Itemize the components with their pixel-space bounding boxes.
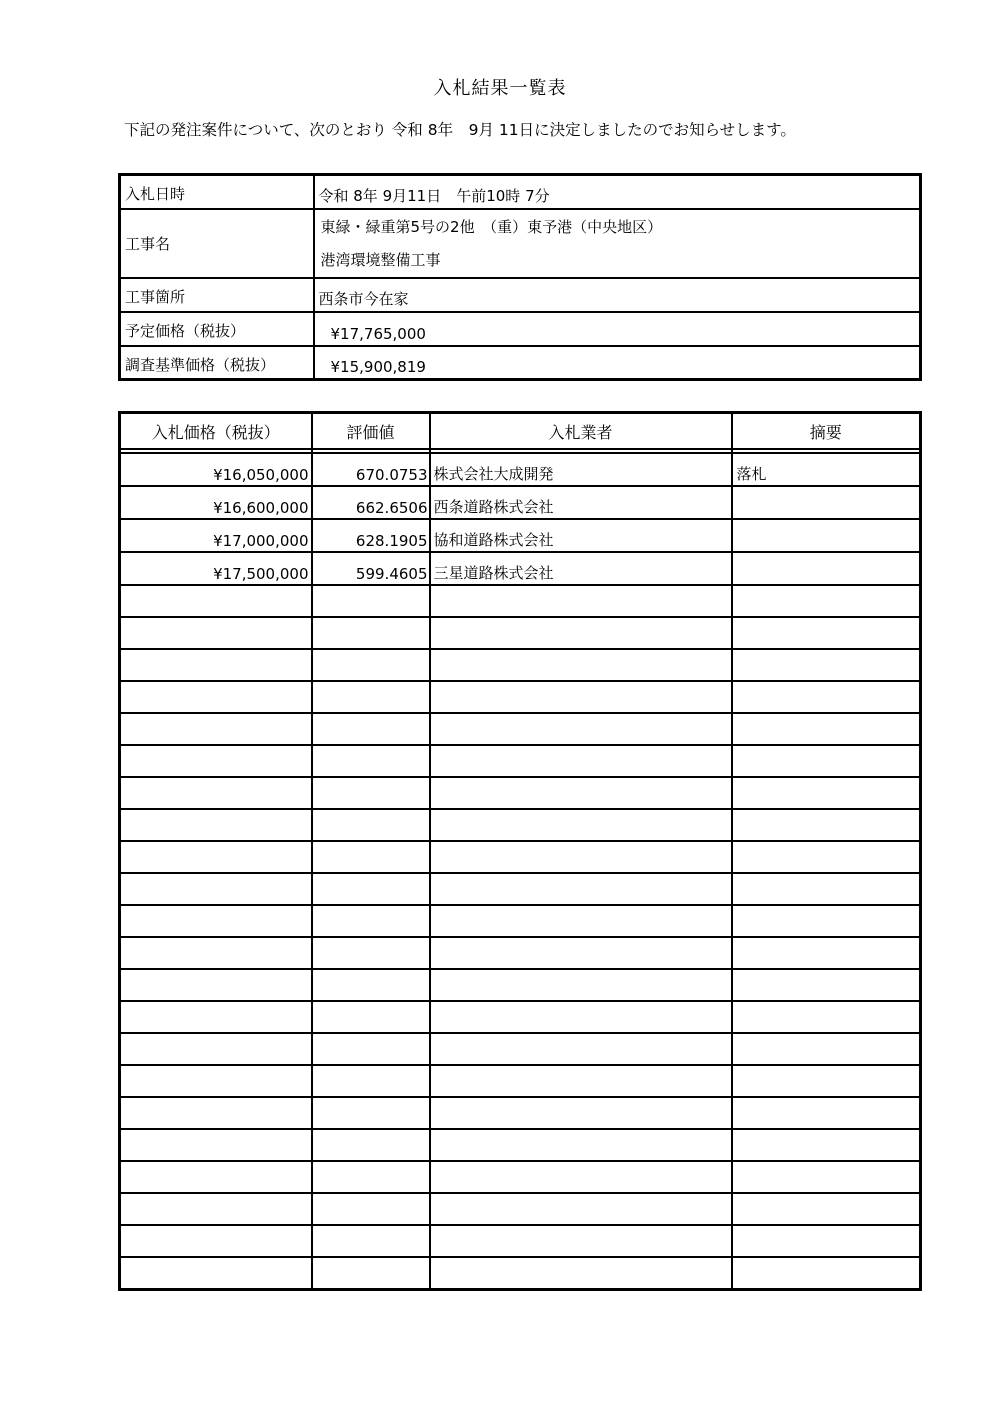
empty-table-row (120, 1193, 921, 1225)
empty-cell (430, 937, 732, 969)
empty-cell (732, 1001, 921, 1033)
empty-cell (430, 1033, 732, 1065)
project-name-value (314, 209, 921, 278)
table-row (120, 453, 921, 486)
empty-cell (732, 649, 921, 681)
empty-table-row (120, 649, 921, 681)
empty-table-row (120, 713, 921, 745)
empty-table-row (120, 681, 921, 713)
empty-cell (732, 777, 921, 809)
empty-cell (732, 681, 921, 713)
bid-price-cell: ¥16,050,000 (120, 453, 312, 486)
empty-cell (732, 809, 921, 841)
info-row-project-name (120, 209, 921, 278)
empty-cell (312, 873, 430, 905)
empty-cell (732, 1033, 921, 1065)
empty-cell (120, 1001, 312, 1033)
project-name-line2: 港湾環境整備工事 (320, 250, 441, 269)
empty-cell (430, 1257, 732, 1290)
location-value: 西条市今在家 (314, 278, 921, 312)
empty-cell (732, 1129, 921, 1161)
planned-price-value: ¥17,765,000 (314, 312, 921, 346)
empty-cell (120, 617, 312, 649)
empty-cell (120, 1225, 312, 1257)
bid-info-table (118, 173, 922, 381)
empty-cell (732, 1225, 921, 1257)
empty-table-row (120, 1001, 921, 1033)
empty-cell (312, 937, 430, 969)
empty-table-row (120, 1161, 921, 1193)
empty-cell (312, 1161, 430, 1193)
empty-table-row (120, 1225, 921, 1257)
empty-cell (120, 745, 312, 777)
empty-cell (312, 1033, 430, 1065)
header-bid-price: 入札価格（税抜） (120, 413, 312, 450)
empty-cell (120, 809, 312, 841)
empty-cell (312, 1225, 430, 1257)
empty-cell (120, 585, 312, 617)
empty-cell (312, 1001, 430, 1033)
empty-cell (732, 1065, 921, 1097)
table-row (120, 486, 921, 519)
empty-cell (312, 1097, 430, 1129)
bid-price-cell: ¥16,600,000 (120, 486, 312, 519)
bid-price-cell: ¥17,500,000 (120, 552, 312, 585)
empty-cell (430, 777, 732, 809)
header-score: 評価値 (312, 413, 430, 450)
empty-cell (312, 1065, 430, 1097)
score-cell: 670.0753 (312, 453, 430, 486)
empty-cell (120, 777, 312, 809)
location-label: 工事箇所 (120, 278, 314, 312)
remark-cell (732, 486, 921, 519)
empty-cell (430, 1161, 732, 1193)
empty-table-row (120, 809, 921, 841)
planned-price-label: 予定価格（税抜） (120, 312, 314, 346)
empty-cell (312, 905, 430, 937)
bid-results-table (118, 411, 922, 1291)
info-row-bid-datetime (120, 175, 921, 209)
score-cell: 628.1905 (312, 519, 430, 552)
empty-cell (312, 745, 430, 777)
empty-cell (732, 1257, 921, 1290)
empty-table-row (120, 745, 921, 777)
empty-table-row (120, 905, 921, 937)
empty-cell (732, 617, 921, 649)
empty-cell (312, 809, 430, 841)
empty-cell (430, 809, 732, 841)
empty-cell (120, 1129, 312, 1161)
empty-cell (120, 681, 312, 713)
survey-price-label: 調査基準価格（税抜） (120, 346, 314, 380)
project-name-label: 工事名 (120, 209, 314, 278)
vendor-cell: 西条道路株式会社 (430, 486, 732, 519)
empty-cell (120, 1257, 312, 1290)
empty-cell (312, 585, 430, 617)
table-row (120, 552, 921, 585)
score-cell: 662.6506 (312, 486, 430, 519)
empty-cell (732, 969, 921, 1001)
document-title: 入札結果一覧表 (433, 78, 567, 99)
empty-cell (312, 841, 430, 873)
remark-cell (732, 552, 921, 585)
empty-table-row (120, 777, 921, 809)
notice-text: 下記の発注案件について、次のとおり 令和 8年 9月 11日に決定しましたのでお知らせします。 (124, 121, 796, 139)
empty-table-row (120, 969, 921, 1001)
empty-cell (120, 1097, 312, 1129)
empty-cell (430, 969, 732, 1001)
score-cell: 599.4605 (312, 552, 430, 585)
project-name-line1: 東緑・緑重第5号の2他 （重）東予港（中央地区） (320, 217, 663, 236)
bid-datetime-label: 入札日時 (120, 175, 314, 209)
empty-cell (430, 1129, 732, 1161)
empty-cell (732, 905, 921, 937)
empty-cell (430, 681, 732, 713)
empty-cell (732, 745, 921, 777)
bid-datetime-value: 令和 8年 9月11日 午前10時 7分 (314, 175, 921, 209)
empty-cell (430, 841, 732, 873)
empty-cell (430, 1097, 732, 1129)
empty-table-row (120, 937, 921, 969)
empty-table-row (120, 873, 921, 905)
empty-rows (120, 585, 921, 1290)
empty-cell (732, 713, 921, 745)
empty-cell (120, 841, 312, 873)
empty-cell (732, 585, 921, 617)
remark-cell (732, 519, 921, 552)
empty-table-row (120, 617, 921, 649)
header-remark: 摘要 (732, 413, 921, 450)
vendor-cell: 協和道路株式会社 (430, 519, 732, 552)
empty-cell (120, 713, 312, 745)
empty-cell (732, 1161, 921, 1193)
empty-table-row (120, 1257, 921, 1290)
empty-cell (312, 1257, 430, 1290)
empty-cell (430, 1193, 732, 1225)
remark-cell: 落札 (732, 453, 921, 486)
empty-cell (120, 1193, 312, 1225)
table-row (120, 519, 921, 552)
empty-cell (430, 713, 732, 745)
empty-cell (312, 713, 430, 745)
empty-cell (430, 1065, 732, 1097)
info-row-survey-price (120, 346, 921, 380)
empty-table-row (120, 585, 921, 617)
vendor-cell: 三星道路株式会社 (430, 552, 732, 585)
empty-cell (120, 937, 312, 969)
empty-cell (120, 873, 312, 905)
empty-table-row (120, 841, 921, 873)
empty-cell (732, 937, 921, 969)
vendor-cell: 株式会社大成開発 (430, 453, 732, 486)
survey-price-value: ¥15,900,819 (314, 346, 921, 380)
empty-cell (312, 777, 430, 809)
empty-cell (430, 745, 732, 777)
empty-cell (120, 1161, 312, 1193)
empty-cell (312, 1129, 430, 1161)
empty-cell (430, 649, 732, 681)
empty-cell (430, 617, 732, 649)
empty-cell (312, 649, 430, 681)
bid-price-cell: ¥17,000,000 (120, 519, 312, 552)
empty-cell (120, 649, 312, 681)
info-row-planned-price (120, 312, 921, 346)
header-vendor: 入札業者 (430, 413, 732, 450)
empty-cell (430, 873, 732, 905)
empty-table-row (120, 1097, 921, 1129)
empty-cell (430, 1001, 732, 1033)
empty-cell (732, 873, 921, 905)
empty-cell (732, 1097, 921, 1129)
empty-cell (120, 905, 312, 937)
results-header-row (120, 413, 921, 450)
empty-table-row (120, 1129, 921, 1161)
empty-cell (312, 617, 430, 649)
empty-cell (120, 1033, 312, 1065)
empty-cell (430, 1225, 732, 1257)
empty-table-row (120, 1033, 921, 1065)
empty-cell (120, 1065, 312, 1097)
empty-table-row (120, 1065, 921, 1097)
empty-cell (732, 1193, 921, 1225)
empty-cell (430, 905, 732, 937)
empty-cell (732, 841, 921, 873)
empty-cell (430, 585, 732, 617)
empty-cell (312, 681, 430, 713)
empty-cell (120, 969, 312, 1001)
empty-cell (312, 1193, 430, 1225)
empty-cell (312, 969, 430, 1001)
info-row-location (120, 278, 921, 312)
